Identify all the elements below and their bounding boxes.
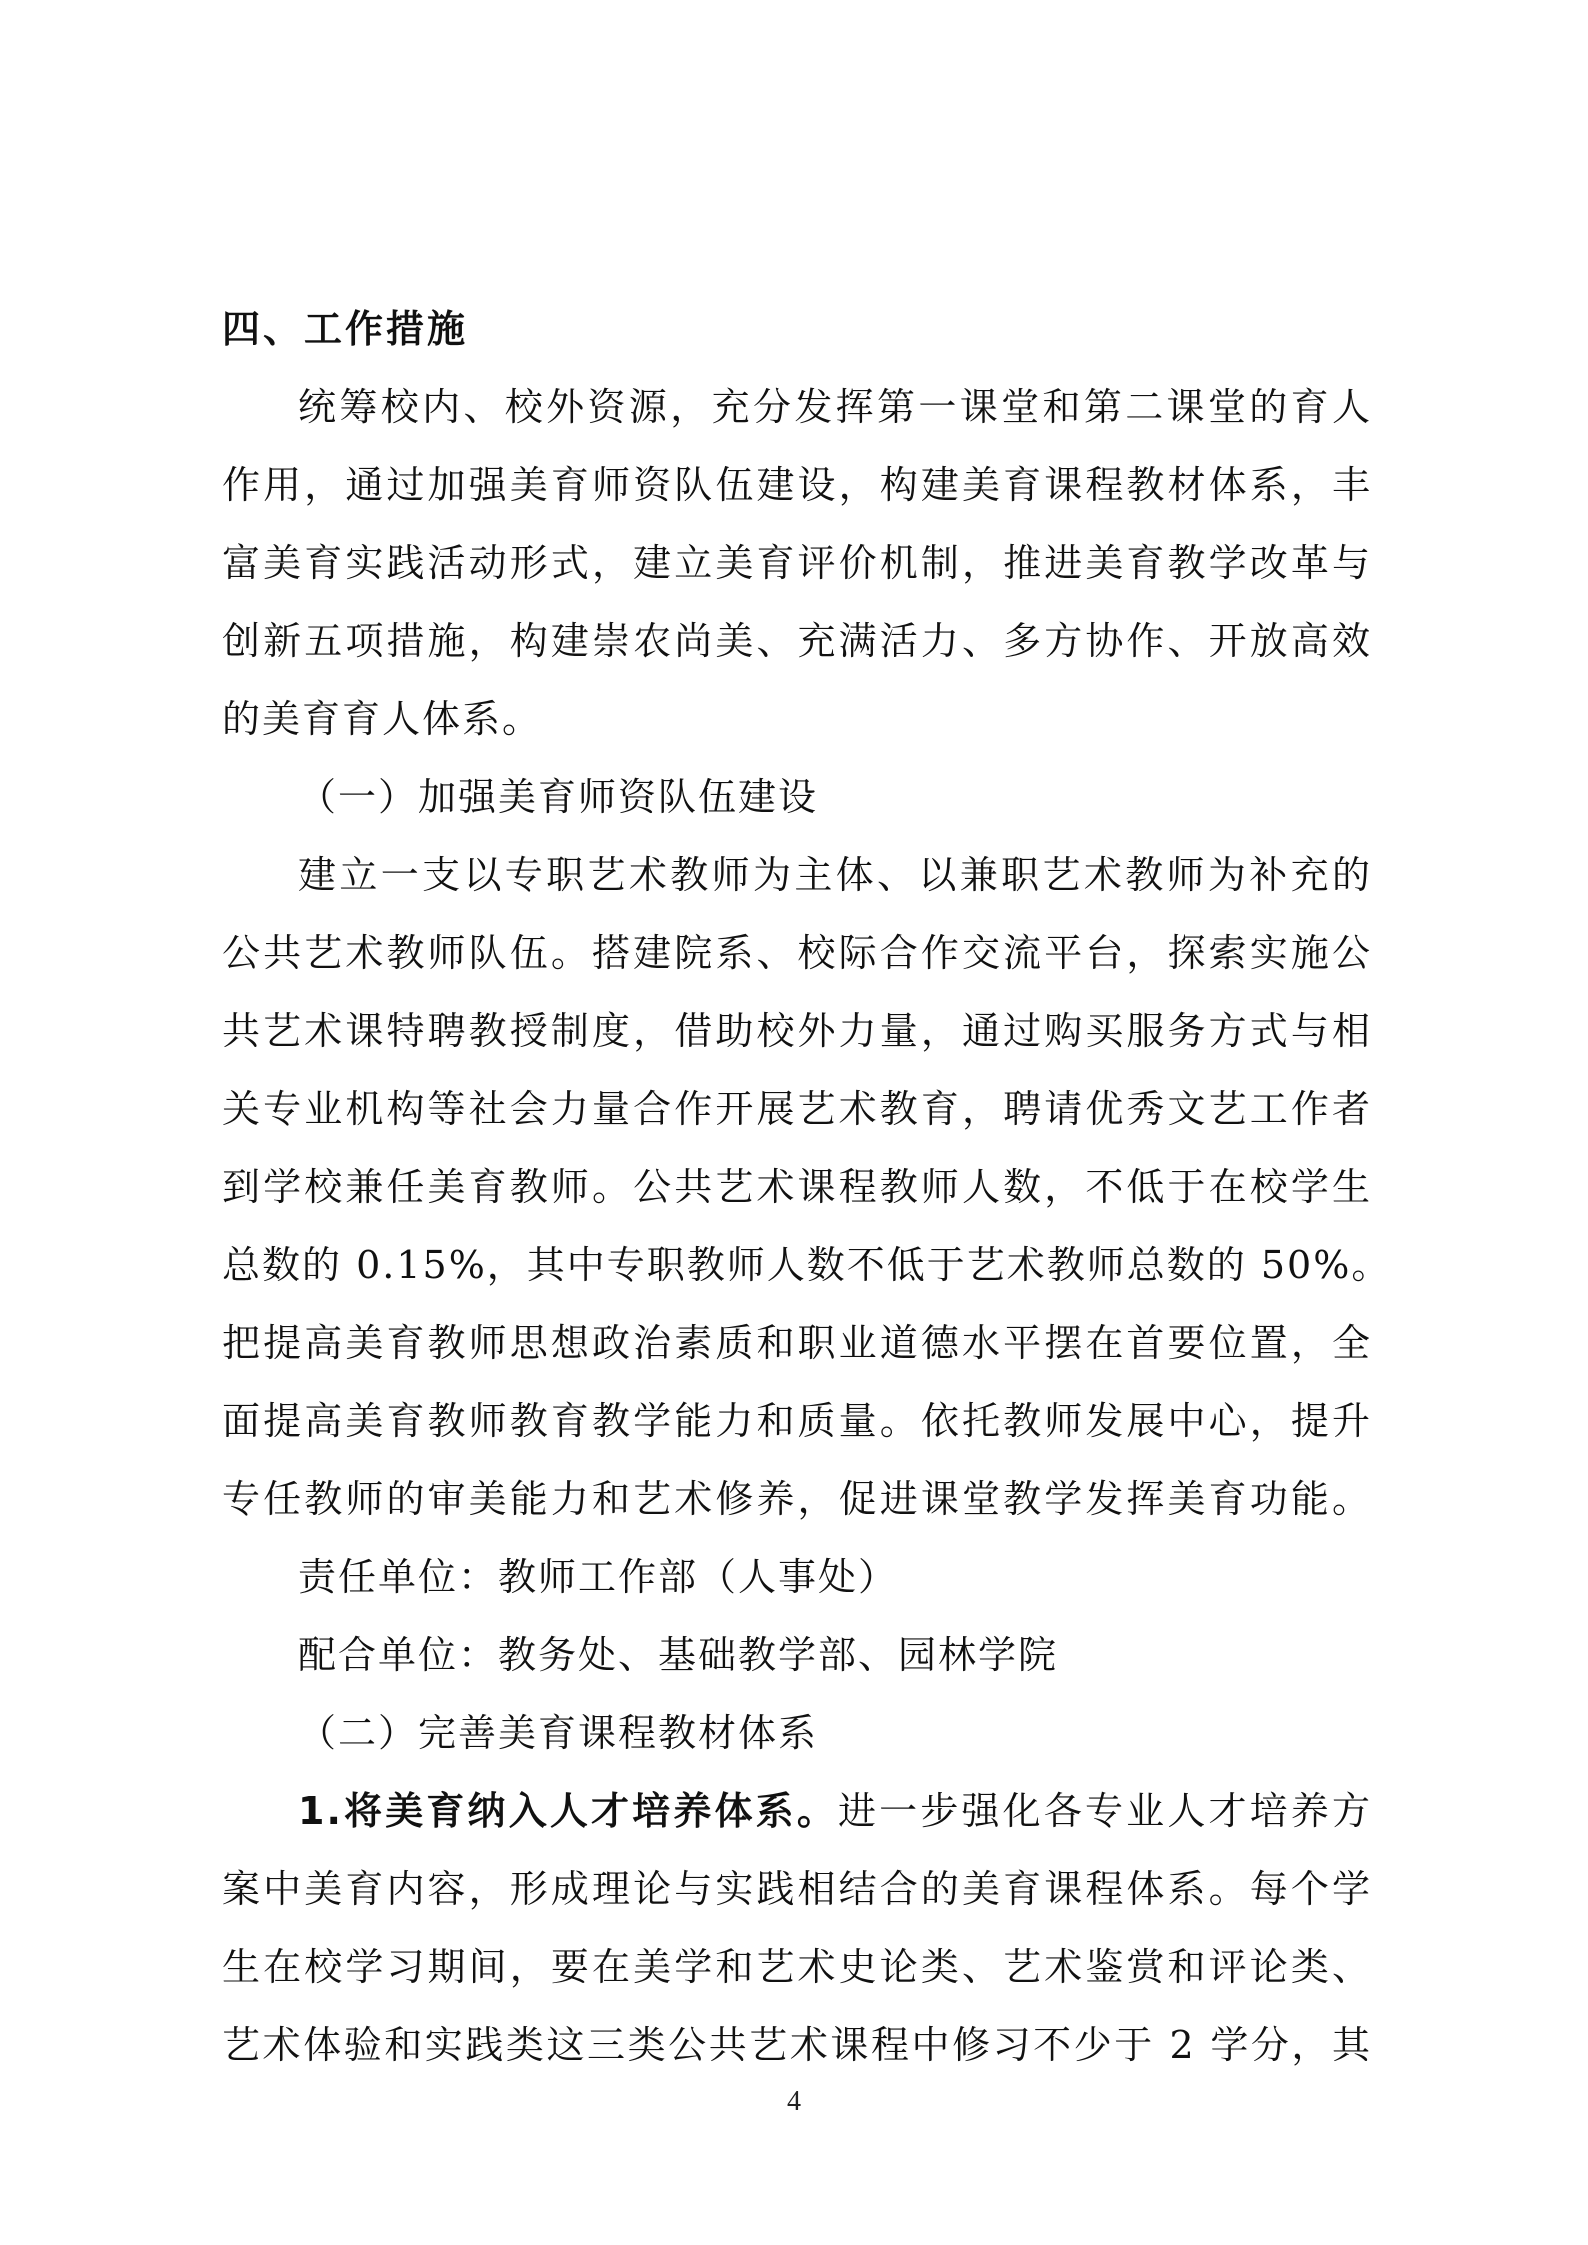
paragraph-line xyxy=(222,1772,1372,1850)
paragraph-line: 案中美育内容，形成理论与实践相结合的美育课程体系。每个学 xyxy=(222,1867,1372,1911)
paragraph-line: 的美育育人体系。 xyxy=(222,697,543,741)
paragraph-line: 统筹校内、校外资源，充分发挥第一课堂和第二课堂的育人 xyxy=(298,385,1372,429)
paragraph-line: 建立一支以专职艺术教师为主体、以兼职艺术教师为补充的 xyxy=(298,853,1372,897)
subsection-heading: （二）完善美育课程教材体系 xyxy=(298,1711,819,1755)
cooperating-unit: 配合单位：教务处、基础教学部、园林学院 xyxy=(298,1633,1059,1677)
paragraph-line: 作用，通过加强美育师资队伍建设，构建美育课程教材体系，丰 xyxy=(222,463,1372,507)
paragraph-line: 艺术体验和实践类这三类公共艺术课程中修习不少于 2 学分，其 xyxy=(222,2023,1372,2067)
section-heading: 四、工作措施 xyxy=(222,307,469,351)
page-number: 4 xyxy=(787,2086,801,2117)
paragraph-line: 公共艺术教师队伍。搭建院系、校际合作交流平台，探索实施公 xyxy=(222,931,1372,975)
paragraph-line: 富美育实践活动形式，建立美育评价机制，推进美育教学改革与 xyxy=(222,541,1372,585)
paragraph-line: 专任教师的审美能力和艺术修养，促进课堂教学发挥美育功能。 xyxy=(222,1477,1372,1521)
paragraph-line: 生在校学习期间，要在美学和艺术史论类、艺术鉴赏和评论类、 xyxy=(222,1945,1372,1989)
paragraph-line: 把提高美育教师思想政治素质和职业道德水平摆在首要位置，全 xyxy=(222,1321,1372,1365)
paragraph-line: 面提高美育教师教育教学能力和质量。依托教师发展中心，提升 xyxy=(222,1399,1372,1443)
paragraph-line: 总数的 0.15%，其中专职教师人数不低于艺术教师总数的 50%。 xyxy=(222,1243,1392,1287)
paragraph-line: 共艺术课特聘教授制度，借助校外力量，通过购买服务方式与相 xyxy=(222,1009,1372,1053)
responsible-unit: 责任单位：教师工作部（人事处） xyxy=(298,1555,899,1599)
paragraph-line: 关专业机构等社会力量合作开展艺术教育，聘请优秀文艺工作者 xyxy=(222,1087,1372,1131)
item-lead: 1.将美育纳入人才培养体系。 xyxy=(298,1789,839,1833)
paragraph-line: 到学校兼任美育教师。公共艺术课程教师人数，不低于在校学生 xyxy=(222,1165,1372,1209)
paragraph-line: 创新五项措施，构建崇农尚美、充满活力、多方协作、开放高效 xyxy=(222,619,1372,663)
body-text xyxy=(222,290,1392,2084)
item-text: 进一步强化各专业人才培养方 xyxy=(838,1789,1372,1833)
subsection-heading: （一）加强美育师资队伍建设 xyxy=(298,775,819,819)
